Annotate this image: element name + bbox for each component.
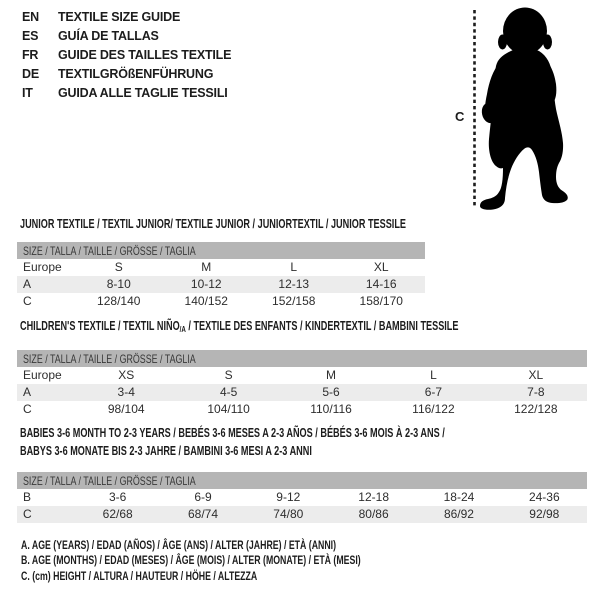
table-cell: XS (118, 368, 135, 382)
row-label: A (23, 277, 32, 291)
table-cell: 158/170 (359, 294, 403, 308)
table-cell: 5-6 (322, 385, 340, 399)
legend-line-b: B. AGE (MONTHS) / EDAD (MESES) / ÂGE (MOIS) / ALTER (MONATE) / ETÀ (MESI) (21, 553, 361, 568)
language-code: EN (22, 9, 39, 24)
size-header-label: SIZE / TALLA / TAILLE / GRÖSSE / TAGLIA (23, 352, 196, 366)
table-cell: 128/140 (97, 294, 141, 308)
babies-title-line2: BABYS 3-6 MONATE BIS 2-3 JAHRE / BAMBINI 3-6 MESI A 2-3 ANNI (20, 444, 312, 458)
row-label: Europe (23, 260, 62, 274)
table-row (17, 367, 587, 384)
table-cell: 18-24 (443, 490, 475, 504)
language-code: DE (22, 66, 39, 81)
table-cell: 4-5 (219, 385, 238, 399)
table-cell: 3-4 (117, 385, 135, 399)
table-cell: 10-12 (190, 277, 222, 291)
table-cell: L (290, 260, 298, 274)
language-row (22, 64, 231, 83)
row-label: B (23, 490, 32, 504)
babies-section-title (20, 424, 600, 460)
language-label: TEXTILE SIZE GUIDE (58, 9, 181, 24)
row-label: A (23, 385, 32, 399)
language-label: GUIDA ALLE TAGLIE TESSILI (58, 85, 228, 100)
table-cell: 92/98 (529, 507, 560, 521)
table-row (17, 259, 425, 276)
language-label: GUÍA DE TALLAS (58, 28, 159, 43)
table-row (17, 506, 587, 523)
size-header-label: SIZE / TALLA / TAILLE / GRÖSSE / TAGLIA (23, 244, 196, 258)
table-cell: L (430, 368, 437, 382)
language-row (22, 83, 231, 102)
language-code: FR (22, 47, 39, 62)
size-header-bar (17, 242, 425, 259)
legend-line-c: C. (cm) HEIGHT / ALTURA / HAUTEUR / HÖHE / ALTEZZA (21, 568, 258, 583)
children-title-pre: CHILDREN'S TEXTILE / TEXTIL NIÑO (20, 319, 180, 333)
language-row (22, 45, 231, 64)
baby-silhouette (480, 8, 568, 210)
table-cell: 68/74 (187, 507, 218, 521)
table-cell: 116/122 (412, 402, 455, 416)
baby-silhouette-svg (440, 0, 600, 215)
table-cell: 86/92 (443, 507, 474, 521)
babies-title-line1: BABIES 3-6 MONTH TO 2-3 YEARS / BEBÉS 3-6 MESES A 2-3 AÑOS / BÉBÉS 3-6 MOIS À 2-3 ANS / (20, 426, 445, 440)
children-title-subscript: /A (179, 324, 186, 334)
legend (21, 538, 486, 584)
table-cell: M (201, 260, 212, 274)
language-row (22, 7, 231, 26)
table-cell: 24-36 (528, 490, 560, 504)
table-cell: 122/128 (514, 402, 558, 416)
language-code: ES (22, 28, 39, 43)
size-header-label: SIZE / TALLA / TAILLE / GRÖSSE / TAGLIA (23, 474, 196, 488)
children-size-table (17, 350, 587, 418)
table-cell: 12-13 (278, 277, 310, 291)
baby-figure (440, 0, 600, 215)
table-cell: 62/68 (102, 507, 133, 521)
children-section-title (20, 319, 458, 334)
table-cell: 140/152 (184, 294, 228, 308)
row-label: C (23, 294, 32, 308)
table-row (17, 489, 587, 506)
table-cell: 104/110 (207, 402, 250, 416)
size-header-bar (17, 472, 587, 489)
table-cell: XL (373, 260, 389, 274)
row-label: C (23, 507, 32, 521)
language-list (22, 7, 231, 102)
size-header-bar (17, 350, 587, 367)
language-label: TEXTILGRÖßENFÜHRUNG (58, 66, 214, 81)
language-row (22, 26, 231, 45)
junior-size-table (17, 242, 425, 310)
babies-size-table (17, 472, 587, 523)
table-cell: 110/116 (310, 402, 352, 416)
table-row (17, 293, 425, 310)
table-row (17, 384, 587, 401)
table-cell: 3-6 (108, 490, 127, 504)
table-row (17, 401, 587, 418)
table-cell: 14-16 (365, 277, 397, 291)
height-measure-label: C (455, 109, 465, 124)
row-label: C (23, 402, 32, 416)
table-row (17, 276, 425, 293)
table-cell: 80/86 (358, 507, 389, 521)
language-label: GUIDE DES TAILLES TEXTILE (58, 47, 232, 62)
language-code: IT (22, 85, 33, 100)
table-cell: XL (528, 368, 544, 382)
table-cell: 12-18 (358, 490, 389, 504)
table-cell: S (114, 260, 123, 274)
children-title-post: / TEXTILE DES ENFANTS / KINDERTEXTIL / BAMBINI TESSILE (185, 319, 459, 333)
legend-line-a: A. AGE (YEARS) / EDAD (AÑOS) / ÂGE (ANS) / ALTER (JAHRE) / ETÀ (ANNI) (21, 538, 337, 552)
table-cell: 9-12 (276, 490, 301, 504)
table-cell: 8-10 (106, 277, 131, 291)
table-cell: 6-7 (424, 385, 443, 399)
table-cell: 152/158 (272, 294, 316, 308)
table-cell: 98/104 (107, 402, 145, 416)
junior-section-title: JUNIOR TEXTILE / TEXTIL JUNIOR/ TEXTILE JUNIOR / JUNIORTEXTIL / JUNIOR TESSILE (20, 217, 407, 231)
table-cell: S (224, 368, 233, 382)
row-label: Europe (23, 368, 62, 382)
table-cell: 74/80 (273, 507, 304, 521)
table-cell: M (326, 368, 337, 382)
table-cell: 7-8 (527, 385, 545, 399)
table-cell: 6-9 (194, 490, 212, 504)
